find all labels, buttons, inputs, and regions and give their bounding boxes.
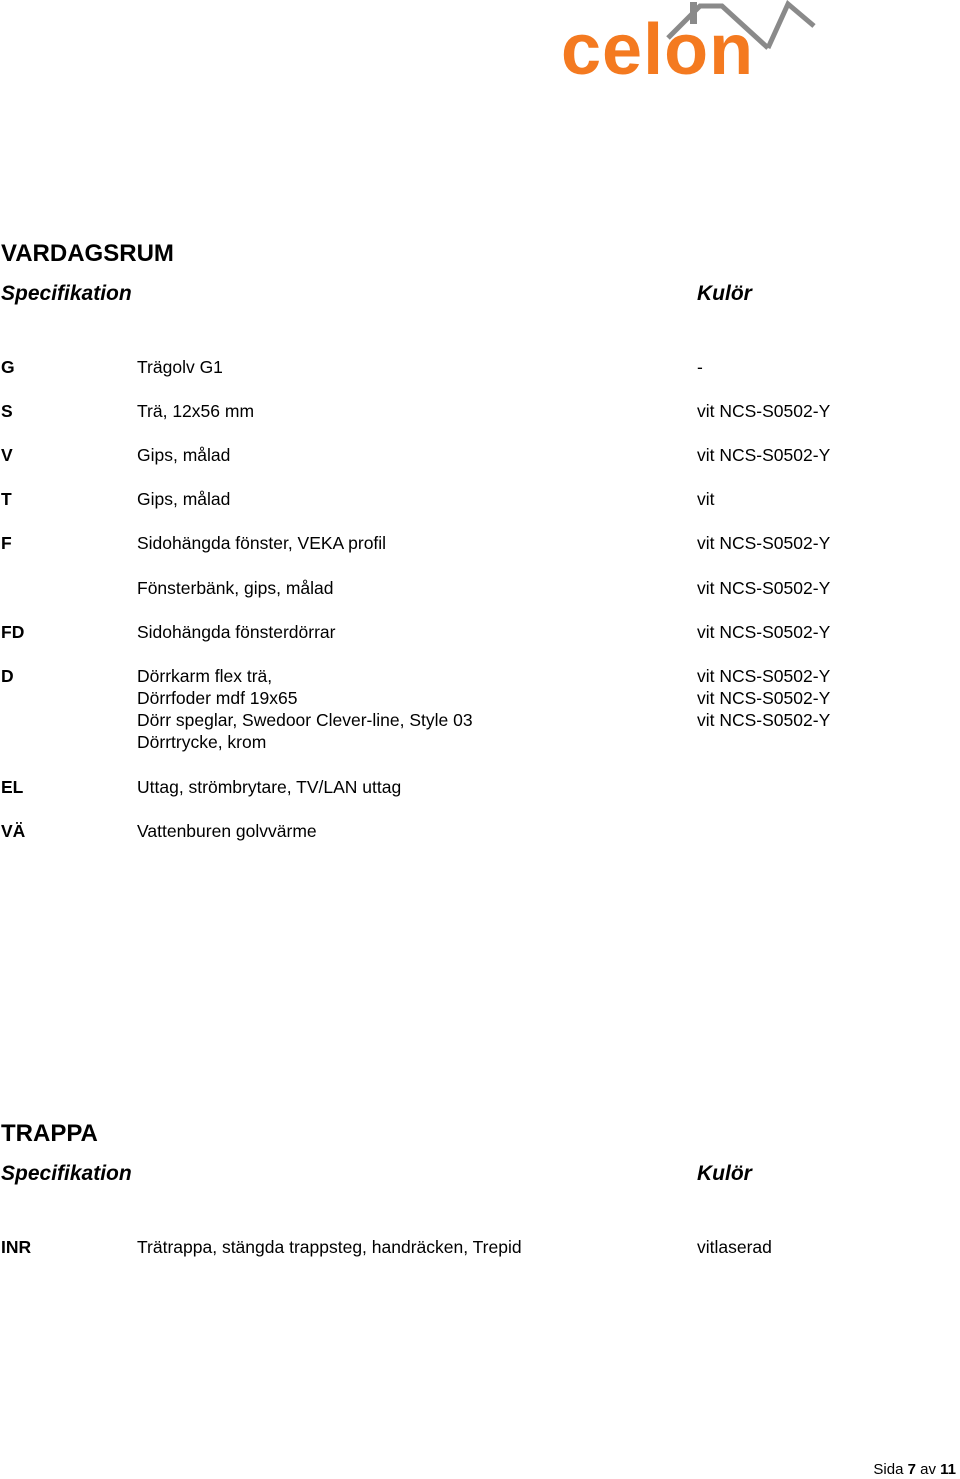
row-color: vit NCS-S0502-Y: [697, 622, 831, 642]
row-description: Fönsterbänk, gips, målad: [137, 578, 334, 598]
color-header: Kulör: [697, 1162, 752, 1185]
row-code: F: [1, 533, 12, 553]
color-line: vit NCS-S0502-Y: [697, 710, 831, 730]
footer-middle: av: [920, 1461, 936, 1478]
row-description: Uttag, strömbrytare, TV/LAN uttag: [137, 777, 402, 797]
color-line: vit NCS-S0502-Y: [697, 688, 831, 708]
row-description: Gips, målad: [137, 445, 231, 465]
celon-logo-graphic: [558, 0, 820, 82]
row-code: INR: [1, 1237, 32, 1257]
row-description: Sidohängda fönsterdörrar: [137, 622, 336, 642]
row-color: -: [697, 357, 703, 377]
row-color: vit NCS-S0502-Y: [697, 533, 831, 553]
row-code: EL: [1, 777, 24, 797]
description-line: Dörrfoder mdf 19x65: [137, 688, 298, 708]
row-color: vitlaserad: [697, 1237, 772, 1257]
description-line: Dörrkarm flex trä,: [137, 666, 273, 686]
row-color: vit: [697, 489, 715, 509]
section-title-trappa: TRAPPA: [1, 1120, 98, 1147]
color-line: vit NCS-S0502-Y: [697, 666, 831, 686]
page-footer: [873, 1461, 956, 1479]
svg-text:celon: celon: [561, 10, 755, 82]
row-description: Trä, 12x56 mm: [137, 401, 255, 421]
celon-logo: [558, 0, 820, 82]
row-description: Vattenburen golvvärme: [137, 821, 317, 841]
row-color: [697, 665, 830, 731]
row-code: T: [1, 489, 12, 509]
row-code: VÄ: [1, 821, 26, 841]
row-code: V: [1, 445, 13, 465]
row-description: Trägolv G1: [137, 357, 223, 377]
row-color: vit NCS-S0502-Y: [697, 578, 831, 598]
row-description: Gips, målad: [137, 489, 231, 509]
row-description: Trätrappa, stängda trappsteg, handräcken, Trepid: [137, 1237, 522, 1257]
row-color: vit NCS-S0502-Y: [697, 445, 831, 465]
row-code: G: [1, 357, 15, 377]
row-code: D: [1, 666, 14, 686]
spec-header: Specifikation: [1, 282, 132, 305]
row-code: S: [1, 401, 13, 421]
footer-prefix: Sida: [873, 1461, 904, 1478]
footer-total-pages: 11: [940, 1461, 956, 1478]
row-color: vit NCS-S0502-Y: [697, 401, 831, 421]
spec-header: Specifikation: [1, 1162, 132, 1185]
section-title-vardagsrum: VARDAGSRUM: [1, 240, 174, 267]
color-header: Kulör: [697, 282, 752, 305]
footer-page-number: 7: [907, 1461, 916, 1478]
row-description: [137, 665, 473, 753]
row-description: Sidohängda fönster, VEKA profil: [137, 533, 387, 553]
description-line: Dörrtrycke, krom: [137, 732, 267, 752]
description-line: Dörr speglar, Swedoor Clever-line, Style 03: [137, 710, 473, 730]
row-code: FD: [1, 622, 25, 642]
